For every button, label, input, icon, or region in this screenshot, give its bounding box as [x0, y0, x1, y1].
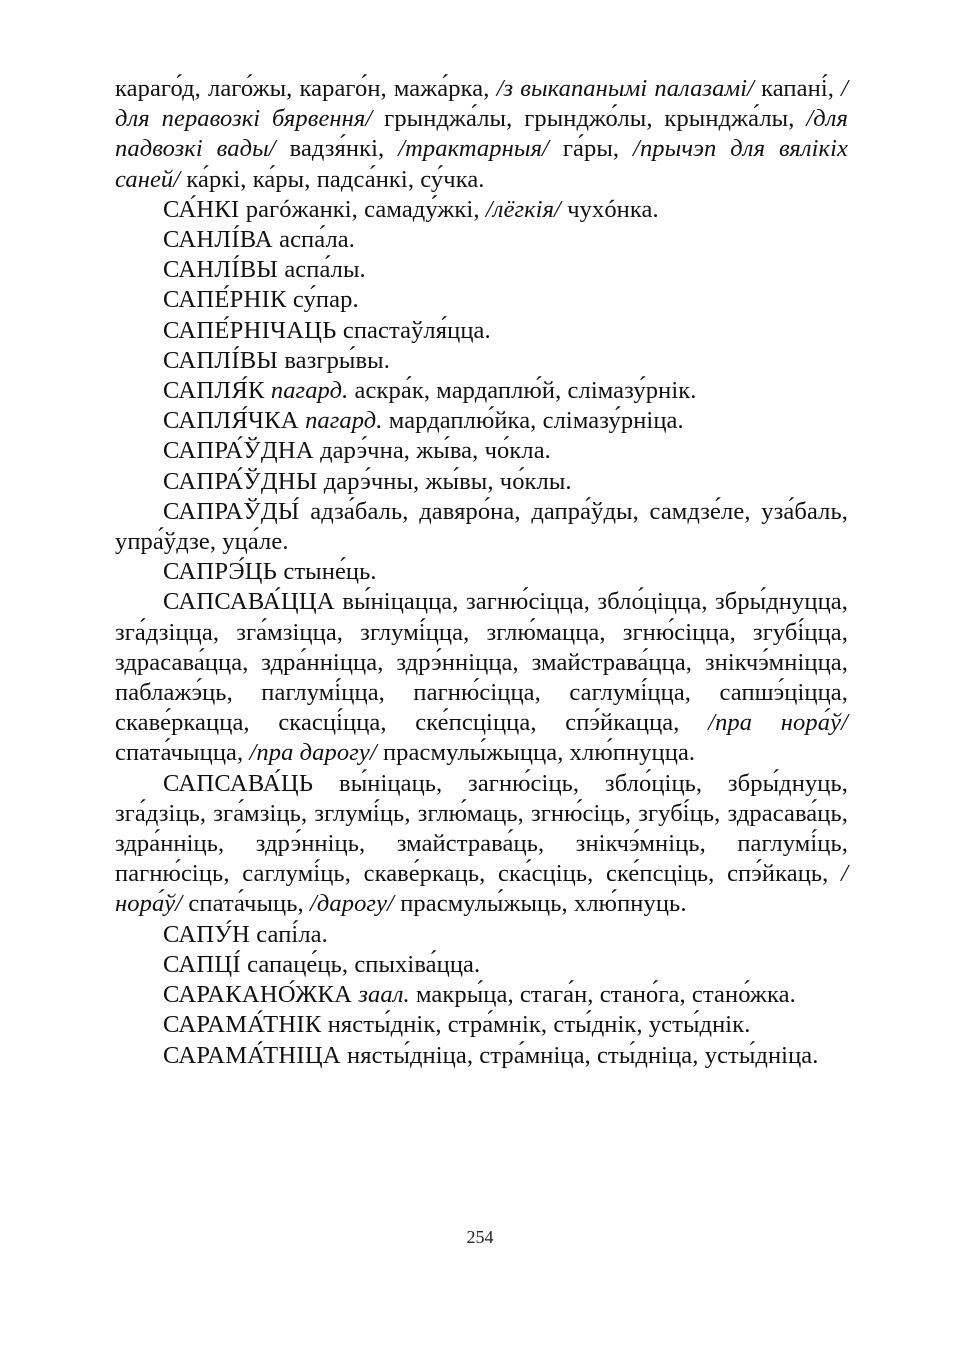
dictionary-entry-continuation — [115, 74, 848, 195]
dictionary-entry-saramatnik — [115, 1010, 848, 1040]
dictionary-entry-sapernik — [115, 285, 848, 315]
dictionary-entry-saplivy — [115, 346, 848, 376]
entry-synonyms: грынджа́лы, грынджо́лы, крынджа́лы, — [372, 105, 807, 133]
entry-note: /нора́ў/ — [115, 860, 848, 918]
dictionary-entry-saplyachka — [115, 406, 848, 436]
dictionary-entry-sanlivy — [115, 255, 848, 285]
entry-synonyms: стыне́ць. — [277, 558, 377, 586]
entry-headword: САРАМА́ТНІЦА — [163, 1041, 341, 1069]
dictionary-entry-sapernichac — [115, 316, 848, 346]
entry-note: /пра дарогу/ — [249, 739, 377, 767]
entry-headword: САПЦІ́ — [163, 950, 241, 978]
entry-synonyms: нясты́днік, стра́мнік, сты́днік, усты́днік. — [321, 1011, 751, 1039]
dictionary-entry-sapraudny — [115, 467, 848, 497]
entry-synonyms: прасмулы́жыць, хлю́пнуць. — [393, 890, 687, 918]
entry-headword: СА́НКІ — [163, 195, 240, 223]
entry-synonyms: вазгры́вы. — [278, 346, 390, 374]
dictionary-entry-sprec — [115, 557, 848, 587]
dictionary-entry-sapun — [115, 920, 848, 950]
dictionary-entry-sapraudy — [115, 497, 848, 557]
dictionary-entry-sarakanozhka — [115, 980, 848, 1010]
entry-synonyms: спата́чыцца, — [115, 739, 250, 767]
entry-note: пагард. — [305, 407, 383, 435]
entry-synonyms: дарэ́чна, жы́ва, чо́кла. — [313, 437, 551, 465]
entry-synonyms: аспа́ла. — [272, 226, 355, 254]
page-number: 254 — [466, 1227, 494, 1247]
dictionary-entry-sapsavacca — [115, 587, 848, 768]
entry-synonyms: дарэ́чны, жы́вы, чо́клы. — [317, 467, 572, 495]
entry-synonyms: спастаўля́цца. — [336, 316, 491, 344]
entry-synonyms: сапі́ла. — [250, 920, 328, 948]
entry-synonyms: вы́ніцаць, загню́сіць, збло́ціць, збры́днуць, зга́дзіць, зга́мзіць, зглумі́ць, зглю́маць, згню́сіць, згубі́ць, здрасава́ць, здра́нніць, здрэ́нніць, змайстрава́ць, знікчэ́мніць, паглумі́ць, пагню́сіць, саглумі́ць, скаве́ркаць, ска́сціць, ске́псціць, спэ́йкаць, — [115, 769, 848, 888]
entry-note: пагард. — [270, 377, 349, 405]
entry-headword: САПЕ́РНІЧАЦЬ — [163, 316, 337, 344]
dictionary-entry-sapraudna — [115, 436, 848, 466]
entry-headword: САНЛІ́ВЫ — [163, 256, 279, 284]
entry-synonyms: ка́ркі, ка́ры, падса́нкі, су́чка. — [180, 165, 485, 193]
entry-synonyms: га́ры, — [548, 135, 634, 163]
entry-synonyms: вы́ніцацца, загню́сіцца, збло́ціцца, збры́днуцца, зга́дзіцца, зга́мзіцца, зглумі́цца, зглю́мацца, згню́сіцца, згубі́цца, здрасава́цца, здра́нніцца, здрэ́нніцца, змайстрава́цца, знікчэ́мніцца, паблажэ́ць, паглумі́цца, пагню́сіцца, саглумі́цца, сапшэ́ціцца, скаве́ркацца, скасці́цца, ске́псціцца, спэ́йкацца, — [115, 588, 848, 737]
entry-synonyms: сапаце́ць, спыхіва́цца. — [240, 950, 481, 978]
entry-synonyms: су́пар. — [286, 286, 359, 314]
entry-synonyms: прасмулы́жыцца, хлю́пнуцца. — [376, 739, 696, 767]
dictionary-entry-sapsavac — [115, 769, 848, 920]
entry-synonyms: спата́чыць, — [182, 890, 310, 918]
entry-headword: САПЛЯ́К — [163, 377, 265, 405]
dictionary-entry-sapci — [115, 950, 848, 980]
dictionary-entry-saplyak — [115, 376, 848, 406]
entry-headword: САПРАЎДЫ́ — [163, 497, 300, 525]
entry-note: /для падвозкі вады/ — [115, 105, 848, 163]
entry-note: /дарогу/ — [309, 890, 394, 918]
entry-headword: САПЛІ́ВЫ — [163, 346, 279, 374]
dictionary-entry-saramatnica — [115, 1041, 848, 1071]
entry-note: /прычэп для вялікіх саней/ — [115, 135, 848, 193]
entry-synonyms: адза́баль, давяро́на, дапра́ўды, самдзе́ле, уза́баль, упра́ўдзе, уца́ле. — [115, 497, 848, 556]
entry-note: /для перавозкі бярвення/ — [115, 75, 848, 133]
entry-synonyms: вадзя́нкі, — [275, 135, 399, 163]
entry-note: заал. — [358, 981, 410, 1009]
entry-synonyms: нясты́дніца, стра́мніца, сты́дніца, усты́дніца. — [340, 1041, 819, 1069]
entry-headword: САПУ́Н — [163, 920, 251, 948]
entry-note: /трактарныя/ — [398, 135, 549, 163]
dictionary-page — [115, 74, 848, 1071]
entry-headword: САПРЭ́ЦЬ — [163, 558, 278, 586]
dictionary-entry-sanliva — [115, 225, 848, 255]
entry-synonyms: мардаплю́йка, слімазу́рніца. — [382, 407, 684, 435]
entry-headword: САРАМА́ТНІК — [163, 1011, 322, 1039]
entry-synonyms: аспа́лы. — [278, 256, 366, 284]
entry-note: /з выкапанымі палазамі/ — [496, 75, 755, 102]
entry-note: /лёгкія/ — [485, 195, 561, 223]
entry-synonyms: караго́д, лаго́жы, караго́н, мажа́рка, — [115, 75, 497, 102]
dictionary-entry-sanki — [115, 195, 848, 225]
entry-headword: САПРА́ЎДНЫ — [163, 467, 318, 495]
entry-note: /пра нора́ў/ — [708, 709, 848, 737]
entry-headword: САПРА́ЎДНА — [163, 437, 314, 465]
entry-headword: САПСАВА́ЦЦА — [163, 588, 335, 616]
entry-synonyms: рагóжанкі, самаду́жкі, — [239, 195, 486, 223]
entry-synonyms: макры́ца, стага́н, стано́га, стано́жка. — [409, 981, 796, 1009]
entry-headword: САПСАВА́ЦЬ — [163, 769, 314, 797]
entry-headword: САРАКАНО́ЖКА — [163, 981, 353, 1009]
entry-synonyms: капані́, — [754, 75, 842, 102]
entry-synonyms: чухóнка. — [560, 195, 659, 223]
entry-synonyms: аскра́к, мардаплю́й, слімазу́рнік. — [348, 377, 697, 405]
entry-headword: САНЛІ́ВА — [163, 226, 273, 254]
entry-headword: САПЛЯ́ЧКА — [163, 407, 299, 435]
entry-headword: САПЕ́РНІК — [163, 286, 287, 314]
